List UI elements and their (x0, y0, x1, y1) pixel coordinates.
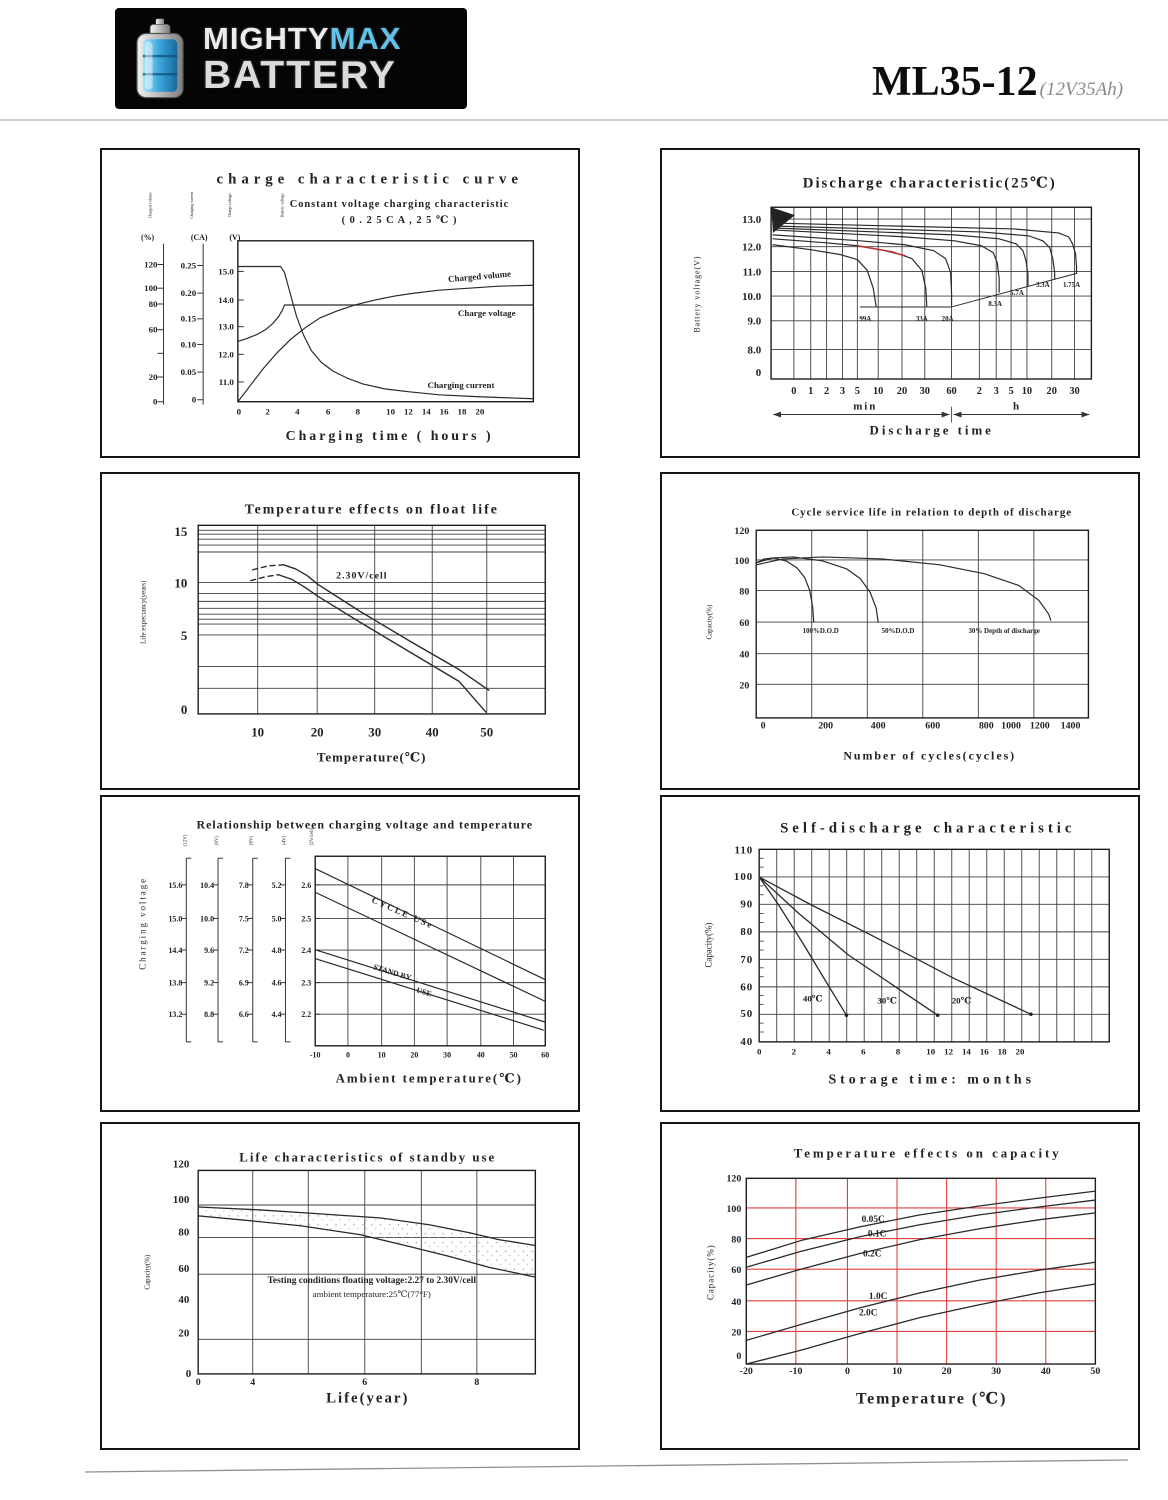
svg-text:6.9: 6.9 (238, 978, 249, 988)
svg-text:60: 60 (148, 324, 158, 335)
svg-text:9.0: 9.0 (747, 315, 762, 328)
svg-text:0: 0 (844, 1365, 850, 1377)
svg-text:0.20: 0.20 (180, 288, 197, 299)
svg-text:40℃: 40℃ (802, 993, 823, 1004)
svg-text:12: 12 (944, 1046, 954, 1057)
logo-mighty: MIGHTY (203, 20, 330, 56)
svg-text:80: 80 (740, 926, 754, 939)
svg-text:Constant voltage charging char: Constant voltage charging characteristic (289, 199, 510, 211)
brand-logo (115, 8, 467, 109)
svg-text:13.8: 13.8 (168, 978, 183, 988)
footer-divider (0, 1448, 1168, 1500)
svg-text:80: 80 (148, 298, 158, 309)
svg-text:8: 8 (474, 1376, 480, 1388)
svg-text:15.0: 15.0 (218, 266, 234, 277)
svg-text:20: 20 (178, 1327, 190, 1340)
svg-text:5: 5 (180, 628, 188, 643)
model-code: ML35-12 (872, 59, 1038, 105)
svg-text:10.4: 10.4 (200, 880, 215, 890)
chart-temperature-capacity-panel (660, 1122, 1140, 1450)
svg-text:Charging current: Charging current (427, 379, 495, 390)
svg-text:0.25: 0.25 (180, 260, 197, 271)
svg-text:6: 6 (362, 1376, 368, 1388)
svg-text:8: 8 (355, 406, 361, 417)
svg-text:100: 100 (172, 1194, 190, 1207)
svg-text:Charge voltage: Charge voltage (226, 193, 232, 218)
svg-text:100: 100 (144, 283, 158, 294)
brand-wordmark (203, 20, 402, 97)
svg-text:60: 60 (740, 981, 754, 994)
svg-text:60: 60 (541, 1050, 550, 1060)
svg-text:20: 20 (739, 680, 750, 692)
svg-text:11.0: 11.0 (218, 376, 234, 387)
svg-text:(CA): (CA) (190, 232, 208, 242)
svg-text:0.2C: 0.2C (862, 1249, 882, 1260)
svg-text:13.0: 13.0 (218, 321, 234, 332)
svg-text:5: 5 (854, 385, 860, 397)
svg-text:Life(year): Life(year) (326, 1390, 410, 1407)
svg-text:1: 1 (808, 385, 814, 397)
svg-text:0.05: 0.05 (180, 367, 197, 378)
svg-text:40: 40 (178, 1293, 190, 1306)
svg-text:20: 20 (475, 406, 485, 417)
svg-text:5: 5 (1008, 385, 1014, 397)
svg-text:8: 8 (895, 1046, 901, 1057)
svg-text:Number of cycles(cycles): Number of cycles(cycles) (843, 748, 1017, 763)
svg-text:STAND BY: STAND BY (372, 962, 413, 983)
svg-text:40: 40 (476, 1050, 485, 1060)
svg-text:20: 20 (731, 1327, 742, 1339)
svg-text:Charging time ( hours ): Charging time ( hours ) (285, 428, 494, 444)
chart-charge-characteristic-panel (100, 148, 580, 458)
svg-text:h: h (1012, 400, 1020, 413)
battery-icon (123, 15, 197, 103)
svg-text:40: 40 (731, 1296, 742, 1308)
svg-text:Temperature(℃): Temperature(℃) (316, 750, 427, 765)
svg-text:4.6: 4.6 (271, 978, 282, 988)
svg-text:4.4: 4.4 (271, 1010, 282, 1020)
svg-text:ambient temperature:25℃(77°F): ambient temperature:25℃(77°F) (312, 1288, 431, 1299)
svg-text:9.6: 9.6 (204, 946, 215, 956)
svg-text:15.0: 15.0 (168, 914, 183, 924)
svg-text:Discharge time: Discharge time (869, 423, 994, 438)
svg-text:50%D.O.D: 50%D.O.D (881, 627, 915, 635)
svg-text:-20: -20 (739, 1365, 753, 1377)
model-number (872, 58, 1123, 106)
svg-text:20: 20 (896, 385, 908, 397)
svg-text:0.15: 0.15 (180, 313, 197, 324)
svg-text:CYCLE USe: CYCLE USe (370, 894, 436, 931)
svg-text:charge characteristic curve: charge characteristic curve (216, 171, 523, 188)
svg-text:16: 16 (439, 406, 449, 417)
svg-text:min: min (853, 400, 878, 413)
svg-text:9.2: 9.2 (204, 978, 215, 988)
svg-text:12: 12 (403, 406, 413, 417)
svg-text:Charging current: Charging current (189, 191, 195, 219)
svg-text:8.8: 8.8 (204, 1010, 215, 1020)
svg-text:20: 20 (1046, 385, 1057, 397)
svg-text:20A: 20A (941, 315, 954, 323)
svg-text:20: 20 (410, 1050, 419, 1060)
svg-text:1000: 1000 (1001, 720, 1021, 732)
svg-text:Life characteristics of standb: Life characteristics of standby use (239, 1150, 497, 1165)
svg-text:100: 100 (733, 870, 754, 883)
svg-text:-10: -10 (309, 1050, 321, 1060)
svg-text:Charging voltage: Charging voltage (137, 876, 148, 970)
svg-text:0: 0 (791, 385, 797, 397)
svg-text:0: 0 (180, 702, 188, 717)
svg-text:600: 600 (925, 720, 941, 732)
svg-text:0: 0 (191, 394, 197, 405)
svg-text:Self-discharge characteristic: Self-discharge characteristic (780, 820, 1076, 837)
svg-text:0.1C: 0.1C (867, 1229, 887, 1240)
svg-text:Capacity(%): Capacity(%) (706, 604, 714, 640)
svg-text:Charged volume: Charged volume (447, 268, 512, 285)
chart-charging-voltage-temperature-panel (100, 795, 580, 1112)
svg-text:20℃: 20℃ (951, 995, 972, 1006)
svg-text:30: 30 (919, 385, 930, 397)
svg-text:20: 20 (1015, 1046, 1025, 1057)
svg-text:12.0: 12.0 (218, 349, 234, 360)
svg-text:10: 10 (1021, 385, 1033, 397)
svg-text:20: 20 (941, 1365, 952, 1377)
svg-text:Ambient temperature(℃): Ambient temperature(℃) (335, 1071, 523, 1086)
svg-text:Temperature effects on float l: Temperature effects on float life (244, 501, 499, 517)
svg-text:(V): (V) (229, 232, 241, 242)
svg-text:13.2: 13.2 (168, 1010, 183, 1020)
svg-text:120: 120 (726, 1173, 742, 1185)
svg-text:(12V): (12V) (183, 834, 189, 847)
svg-text:60: 60 (731, 1265, 742, 1277)
svg-text:0: 0 (236, 406, 242, 417)
svg-text:30℃: 30℃ (877, 995, 897, 1006)
svg-text:Storage time: months: Storage time: months (828, 1071, 1035, 1087)
svg-text:0: 0 (153, 396, 158, 407)
svg-text:80: 80 (739, 586, 750, 598)
svg-text:30: 30 (368, 725, 382, 740)
svg-text:0: 0 (755, 367, 762, 380)
svg-text:Life expectancy(years): Life expectancy(years) (140, 580, 148, 644)
svg-text:1.0C: 1.0C (868, 1291, 888, 1302)
svg-text:15.6: 15.6 (168, 880, 183, 890)
svg-text:6.6: 6.6 (238, 1010, 249, 1020)
svg-text:60: 60 (946, 385, 957, 397)
svg-text:(%): (%) (141, 232, 155, 242)
svg-text:Capacity(%): Capacity(%) (144, 1254, 152, 1290)
svg-text:20: 20 (310, 725, 324, 740)
svg-text:-10: -10 (789, 1365, 803, 1377)
svg-text:3.3A: 3.3A (1035, 282, 1050, 290)
svg-text:Temperature effects on capaci: Temperature effects on capacity (793, 1146, 1062, 1161)
svg-text:0: 0 (345, 1050, 350, 1060)
svg-text:14: 14 (421, 406, 431, 417)
svg-text:200: 200 (818, 720, 834, 732)
svg-text:40: 40 (1040, 1365, 1051, 1377)
svg-text:30: 30 (443, 1050, 452, 1060)
svg-text:30: 30 (1069, 385, 1080, 397)
svg-text:0: 0 (756, 1046, 762, 1057)
svg-text:50: 50 (740, 1008, 754, 1021)
svg-text:8.0: 8.0 (747, 344, 762, 357)
svg-text:60: 60 (178, 1263, 190, 1276)
svg-text:4: 4 (250, 1376, 256, 1388)
svg-text:2: 2 (265, 406, 270, 417)
svg-text:16: 16 (979, 1046, 989, 1057)
svg-text:2.4: 2.4 (301, 946, 312, 956)
svg-text:(6V): (6V) (249, 835, 255, 846)
svg-text:800: 800 (978, 720, 994, 732)
svg-text:14.0: 14.0 (218, 295, 234, 305)
svg-text:1400: 1400 (1060, 720, 1081, 732)
svg-text:(2V/cell): (2V/cell) (310, 827, 316, 846)
svg-text:10: 10 (892, 1365, 902, 1377)
svg-text:2.0C: 2.0C (858, 1308, 878, 1319)
svg-text:2.6: 2.6 (301, 880, 312, 890)
svg-text:6: 6 (861, 1046, 866, 1057)
chart-discharge-characteristic-panel (660, 148, 1140, 458)
chart-standby-life-panel (100, 1122, 580, 1450)
svg-text:100: 100 (734, 555, 750, 567)
svg-text:40: 40 (425, 725, 439, 740)
svg-text:10: 10 (174, 576, 188, 591)
svg-text:2.30V/cell: 2.30V/cell (336, 570, 388, 582)
svg-text:7.8: 7.8 (238, 880, 249, 890)
svg-text:40: 40 (739, 649, 750, 661)
svg-text:Relationship between charging: Relationship between charging voltage and temperature (196, 817, 534, 832)
header-divider (0, 119, 1168, 121)
svg-text:Capacity(%): Capacity(%) (703, 922, 714, 968)
svg-text:12.0: 12.0 (742, 241, 762, 254)
svg-text:Charge voltage: Charge voltage (457, 307, 516, 318)
svg-text:6: 6 (325, 406, 331, 417)
svg-text:50: 50 (480, 725, 494, 740)
svg-text:0: 0 (760, 720, 766, 732)
svg-text:120: 120 (144, 259, 158, 270)
svg-text:1.75A: 1.75A (1062, 282, 1081, 290)
svg-text:100: 100 (726, 1203, 742, 1215)
svg-text:Cycle service life in relation: Cycle service life in relation to depth of discharge (791, 506, 1073, 519)
svg-text:18: 18 (997, 1046, 1007, 1057)
svg-text:Charged volume: Charged volume (147, 192, 153, 219)
svg-text:120: 120 (172, 1158, 190, 1171)
svg-text:3: 3 (993, 385, 999, 397)
svg-text:Testing conditions floating vo: Testing conditions floating voltage:2.27 to 2.30V/cell (267, 1276, 476, 1287)
svg-text:0: 0 (195, 1376, 201, 1388)
svg-text:USE: USE (415, 985, 433, 999)
svg-text:20: 20 (148, 372, 158, 382)
svg-text:4: 4 (295, 406, 300, 417)
svg-text:15: 15 (174, 525, 188, 540)
svg-text:10: 10 (251, 725, 265, 740)
chart-cycle-service-life-panel (660, 472, 1140, 790)
svg-text:Capacity(%): Capacity(%) (705, 1244, 716, 1301)
svg-text:2: 2 (976, 385, 982, 397)
svg-text:90: 90 (740, 898, 754, 911)
svg-text:2: 2 (824, 385, 830, 397)
svg-text:7.2: 7.2 (238, 946, 249, 956)
svg-text:5.0: 5.0 (271, 914, 282, 924)
svg-text:400: 400 (870, 720, 886, 732)
svg-text:30% Depth of discharge: 30% Depth of discharge (968, 627, 1040, 635)
svg-text:50: 50 (509, 1050, 518, 1060)
logo-max: MAX (329, 20, 402, 56)
svg-text:3: 3 (839, 385, 846, 397)
svg-text:100%D.O.D: 100%D.O.D (802, 627, 839, 635)
svg-text:40: 40 (740, 1035, 754, 1048)
chart-float-life-panel (100, 472, 580, 790)
svg-text:0.10: 0.10 (180, 339, 197, 350)
svg-text:Temperature (℃): Temperature (℃) (856, 1390, 1008, 1408)
svg-text:7.5: 7.5 (238, 914, 249, 924)
svg-text:1200: 1200 (1029, 720, 1050, 732)
svg-text:11.0: 11.0 (742, 266, 762, 279)
svg-text:10: 10 (386, 406, 396, 417)
svg-text:10: 10 (377, 1050, 386, 1060)
svg-text:99A: 99A (859, 315, 872, 323)
svg-text:30: 30 (991, 1365, 1002, 1377)
svg-text:4.8: 4.8 (271, 946, 282, 956)
svg-text:120: 120 (734, 526, 750, 538)
svg-text:13.0: 13.0 (742, 214, 762, 227)
svg-text:5.2: 5.2 (271, 880, 282, 890)
svg-text:14: 14 (961, 1046, 971, 1057)
model-spec: (12V35Ah) (1039, 79, 1124, 100)
svg-text:2.2: 2.2 (301, 1010, 312, 1020)
svg-text:10.0: 10.0 (742, 291, 762, 304)
svg-text:Battery voltage(V): Battery voltage(V) (692, 255, 702, 333)
svg-text:110: 110 (734, 844, 754, 857)
svg-text:5.7A: 5.7A (1010, 290, 1024, 298)
svg-text:10: 10 (926, 1046, 936, 1057)
svg-text:Discharge characteristic(25℃): Discharge characteristic(25℃) (802, 175, 1057, 192)
svg-text:80: 80 (178, 1226, 190, 1239)
svg-text:0.05C: 0.05C (861, 1214, 885, 1225)
svg-text:2: 2 (791, 1046, 797, 1057)
svg-text:Battery voltage: Battery voltage (279, 193, 285, 218)
svg-text:0: 0 (185, 1367, 192, 1380)
svg-text:(8V): (8V) (215, 835, 221, 846)
chart-self-discharge-panel (660, 795, 1140, 1112)
svg-text:0: 0 (736, 1351, 742, 1363)
svg-text:4: 4 (826, 1046, 831, 1057)
svg-text:33A: 33A (915, 315, 928, 323)
svg-text:8.3A: 8.3A (988, 300, 1003, 308)
svg-text:70: 70 (740, 953, 754, 966)
svg-text:2.5: 2.5 (301, 914, 312, 924)
svg-text:50: 50 (1090, 1365, 1101, 1377)
svg-text:80: 80 (731, 1234, 742, 1246)
svg-text:10.0: 10.0 (200, 914, 215, 924)
svg-text:2.3: 2.3 (301, 978, 312, 988)
svg-text:14.4: 14.4 (168, 946, 183, 956)
logo-battery: BATTERY (203, 53, 397, 97)
svg-text:10: 10 (872, 385, 884, 397)
svg-text:60: 60 (739, 618, 750, 630)
svg-text:(4V): (4V) (282, 835, 288, 846)
svg-text:( 0 . 2 5 C A , 2 5 ℃ ): ( 0 . 2 5 C A , 2 5 ℃ ) (341, 215, 458, 227)
svg-text:18: 18 (457, 406, 467, 417)
